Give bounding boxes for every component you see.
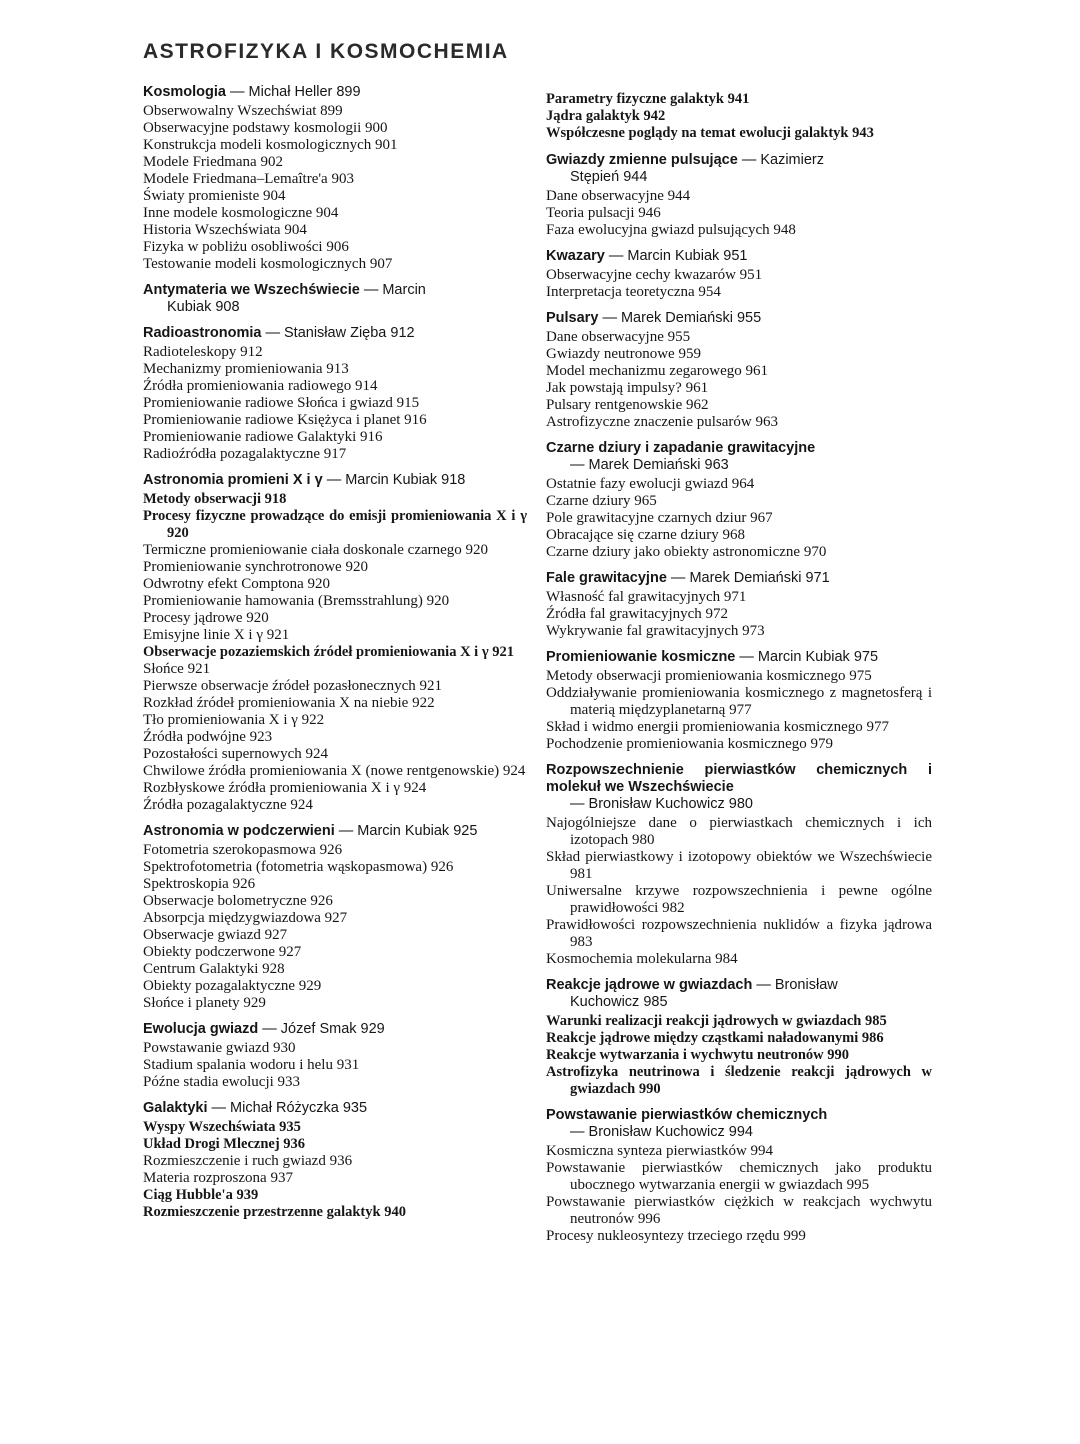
section-title: Astronomia promieni X i γ (143, 472, 323, 488)
toc-entry: Testowanie modeli kosmologicznych 907 (143, 256, 393, 272)
right-column (546, 89, 932, 1254)
toc-entry: Historia Wszechświata 904 (143, 222, 307, 238)
toc-entry: Warunki realizacji reakcji jądrowych w gwiazdach 985 (546, 1013, 887, 1029)
toc-entry: Oddziaływanie promieniowania kosmicznego z magnetosferą i materią międzyplanetarną 977 (546, 685, 932, 718)
toc-entry: Termiczne promieniowanie ciała doskonale czarnego 920 (143, 542, 489, 558)
toc-section (546, 570, 932, 640)
toc-entry: Modele Friedmana 902 (143, 154, 283, 170)
toc-entry: Obracające się czarne dziury 968 (546, 527, 746, 543)
toc-entry: Źródła pozagalaktyczne 924 (143, 797, 313, 813)
toc-entry: Czarne dziury 965 (546, 493, 657, 509)
toc-entry: Pierwsze obserwacje źródeł pozasłonecznych 921 (143, 678, 443, 694)
section-heading (546, 152, 932, 186)
section-entries (143, 103, 527, 273)
toc-entry: Pochodzenie promieniowania kosmicznego 979 (546, 736, 834, 752)
section-title: Pulsary (546, 310, 599, 326)
toc-section (143, 823, 527, 1012)
section-author: — Marcin Kubiak 918 (326, 472, 466, 488)
toc-entry: Centrum Galaktyki 928 (143, 961, 285, 977)
toc-section (546, 248, 932, 301)
section-heading (143, 472, 527, 489)
toc-entry: Ostatnie fazy ewolucji gwiazd 964 (546, 476, 755, 492)
toc-entry: Rozkład źródeł promieniowania X na niebie 922 (143, 695, 435, 711)
toc-entry: Układ Drogi Mlecznej 936 (143, 1136, 306, 1152)
toc-entry: Ciąg Hubble'a 939 (143, 1187, 259, 1203)
toc-entry: Obserwacje bolometryczne 926 (143, 893, 333, 909)
toc-entry: Słońce i planety 929 (143, 995, 266, 1011)
toc-entry: Radioteleskopy 912 (143, 344, 263, 360)
section-entries (546, 1013, 932, 1098)
toc-entry: Chwilowe źródła promieniowania X (nowe rentgenowskie) 924 (143, 763, 526, 779)
toc-entry: Procesy nukleosyntezy trzeciego rzędu 999 (546, 1228, 806, 1244)
toc-entry: Obserwacje pozaziemskich źródeł promieniowania X i γ 921 (143, 644, 514, 660)
section-author: — Józef Smak 929 (262, 1021, 385, 1037)
section-heading (143, 823, 527, 840)
section-author: — Bronisław (756, 977, 838, 993)
section-title: Radioastronomia (143, 325, 262, 341)
toc-section (546, 1107, 932, 1245)
toc-entry: Źródła podwójne 923 (143, 729, 273, 745)
section-author-continued: — Bronisław Kuchowicz 994 (570, 1124, 753, 1140)
section-heading (546, 977, 932, 1011)
toc-entry: Własność fal grawitacyjnych 971 (546, 589, 747, 605)
section-author: — Stanisław Zięba 912 (265, 325, 415, 341)
toc-entry: Modele Friedmana–Lemaître'a 903 (143, 171, 354, 187)
toc-entry: Obiekty pozagalaktyczne 929 (143, 978, 322, 994)
toc-entry: Pole grawitacyjne czarnych dziur 967 (546, 510, 773, 526)
section-title: Kosmologia (143, 84, 226, 100)
toc-entry: Emisyjne linie X i γ 921 (143, 627, 290, 643)
left-column (143, 84, 527, 1230)
section-heading (546, 1107, 932, 1141)
section-author: — Marcin Kubiak 951 (608, 248, 748, 264)
toc-entry: Powstawanie pierwiastków ciężkich w reakcjach wychwytu neutronów 996 (546, 1194, 932, 1227)
toc-entry: Teoria pulsacji 946 (546, 205, 661, 221)
toc-entry: Dane obserwacyjne 944 (546, 188, 691, 204)
section-heading (546, 649, 932, 666)
section-author: — Kazimierz (741, 152, 824, 168)
toc-entry: Materia rozproszona 937 (143, 1170, 293, 1186)
toc-entry: Promieniowanie radiowe Galaktyki 916 (143, 429, 383, 445)
toc-entry: Obserwacyjne podstawy kosmologii 900 (143, 120, 388, 136)
toc-entry: Skład i widmo energii promieniowania kosmicznego 977 (546, 719, 889, 735)
section-heading (143, 1021, 527, 1038)
toc-entry: Źródła promieniowania radiowego 914 (143, 378, 378, 394)
toc-entry: Tło promieniowania X i γ 922 (143, 712, 325, 728)
toc-entry: Spektrofotometria (fotometria wąskopasmowa) 926 (143, 859, 454, 875)
toc-entry: Reakcje wytwarzania i wychwytu neutronów 990 (546, 1047, 849, 1063)
section-author: — Michał Różyczka 935 (211, 1100, 368, 1116)
section-entries (143, 344, 527, 463)
toc-entry: Parametry fizyczne galaktyk 941 (546, 91, 750, 107)
toc-entry: Powstawanie pierwiastków chemicznych jako produktu ubocznego wytwarzania energii w gwiazdach 995 (546, 1160, 932, 1193)
toc-entry: Promieniowanie synchrotronowe 920 (143, 559, 368, 575)
toc-section (143, 1021, 527, 1091)
toc-entry: Faza ewolucyjna gwiazd pulsujących 948 (546, 222, 796, 238)
section-title: Antymateria we Wszechświecie (143, 282, 360, 298)
toc-entry: Wykrywanie fal grawitacyjnych 973 (546, 623, 765, 639)
toc-entry: Inne modele kosmologiczne 904 (143, 205, 339, 221)
toc-entry: Słońce 921 (143, 661, 211, 677)
toc-section (546, 762, 932, 968)
toc-entry: Odwrotny efekt Comptona 920 (143, 576, 331, 592)
section-heading (546, 762, 932, 813)
toc-entry: Gwiazdy neutronowe 959 (546, 346, 701, 362)
section-author: — Marcin (363, 282, 426, 298)
section-entries (546, 476, 932, 561)
section-title: Czarne dziury i zapadanie grawitacyjne (546, 440, 816, 456)
toc-entry: Model mechanizmu zegarowego 961 (546, 363, 769, 379)
toc-entry: Skład pierwiastkowy i izotopowy obiektów we Wszechświecie 981 (546, 849, 932, 882)
section-author: — Marek Demiański 955 (602, 310, 762, 326)
section-entries (143, 491, 527, 814)
section-author-continued: Kubiak 908 (167, 299, 240, 315)
toc-entry: Metody obserwacji 918 (143, 491, 287, 507)
page-title: ASTROFIZYKA I KOSMOCHEMIA (143, 40, 509, 63)
toc-entry: Najogólniejsze dane o pierwiastkach chemicznych i ich izotopach 980 (546, 815, 932, 848)
section-entries (546, 188, 932, 239)
toc-entry: Współczesne poglądy na temat ewolucji galaktyk 943 (546, 125, 874, 141)
section-entries (546, 589, 932, 640)
toc-section (546, 152, 932, 239)
toc-entry: Obiekty podczerwone 927 (143, 944, 302, 960)
section-author-continued: — Marek Demiański 963 (570, 457, 729, 473)
section-title: Powstawanie pierwiastków chemicznych (546, 1107, 828, 1123)
toc-entry: Późne stadia ewolucji 933 (143, 1074, 301, 1090)
toc-entry: Rozmieszczenie i ruch gwiazd 936 (143, 1153, 353, 1169)
section-title: Kwazary (546, 248, 605, 264)
section-heading (546, 248, 932, 265)
toc-section (546, 977, 932, 1098)
section-author-continued: Kuchowicz 985 (570, 994, 668, 1010)
section-entries (143, 1119, 527, 1221)
section-title: Reakcje jądrowe w gwiazdach (546, 977, 753, 993)
toc-entry: Radioźródła pozagalaktyczne 917 (143, 446, 347, 462)
toc-entry: Absorpcja międzygwiazdowa 927 (143, 910, 348, 926)
section-heading (143, 282, 527, 316)
toc-entry: Kosmiczna synteza pierwiastków 994 (546, 1143, 774, 1159)
section-author-continued: Stępień 944 (570, 169, 648, 185)
section-author: — Marcin Kubiak 975 (739, 649, 879, 665)
toc-entry: Promieniowanie radiowe Słońca i gwiazd 915 (143, 395, 420, 411)
toc-entry: Czarne dziury jako obiekty astronomiczne 970 (546, 544, 827, 560)
toc-entry: Jądra galaktyk 942 (546, 108, 666, 124)
section-title: Astronomia w podczerwieni (143, 823, 335, 839)
section-title: Promieniowanie kosmiczne (546, 649, 736, 665)
toc-entry: Obserwacyjne cechy kwazarów 951 (546, 267, 763, 283)
toc-entry: Pulsary rentgenowskie 962 (546, 397, 709, 413)
continued-section-items (546, 91, 932, 142)
toc-section (143, 1100, 527, 1221)
section-title: Gwiazdy zmienne pulsujące (546, 152, 738, 168)
toc-section (143, 282, 527, 316)
toc-entry: Stadium spalania wodoru i helu 931 (143, 1057, 360, 1073)
section-author: — Marcin Kubiak 925 (338, 823, 478, 839)
section-title: Galaktyki (143, 1100, 208, 1116)
toc-entry: Jak powstają impulsy? 961 (546, 380, 709, 396)
toc-entry: Procesy fizyczne prowadzące do emisji promieniowania X i γ 920 (143, 508, 527, 541)
section-entries (546, 1143, 932, 1245)
section-author: — Michał Heller 899 (230, 84, 361, 100)
toc-entry: Prawidłowości rozpowszechnienia nuklidów a fizyka jądrowa 983 (546, 917, 932, 950)
toc-entry: Rozmieszczenie przestrzenne galaktyk 940 (143, 1204, 406, 1220)
toc-entry: Rozbłyskowe źródła promieniowania X i γ 924 (143, 780, 427, 796)
toc-section (546, 649, 932, 753)
section-entries (546, 329, 932, 431)
section-entries (143, 1040, 527, 1091)
toc-entry: Reakcje jądrowe między cząstkami naładowanymi 986 (546, 1030, 884, 1046)
toc-section (143, 472, 527, 814)
section-title: Ewolucja gwiazd (143, 1021, 259, 1037)
toc-entry: Astrofizyczne znaczenie pulsarów 963 (546, 414, 778, 430)
toc-entry: Wyspy Wszechświata 935 (143, 1119, 301, 1135)
section-heading (143, 325, 527, 342)
toc-entry: Promieniowanie radiowe Księżyca i planet 916 (143, 412, 427, 428)
toc-entry: Światy promieniste 904 (143, 188, 286, 204)
toc-entry: Procesy jądrowe 920 (143, 610, 269, 626)
section-heading (143, 1100, 527, 1117)
toc-section (143, 325, 527, 463)
toc-entry: Obserwowalny Wszechświat 899 (143, 103, 343, 119)
toc-entry: Dane obserwacyjne 955 (546, 329, 691, 345)
section-entries (546, 815, 932, 968)
toc-entry: Fizyka w pobliżu osobliwości 906 (143, 239, 349, 255)
toc-entry: Interpretacja teoretyczna 954 (546, 284, 721, 300)
toc-entry: Metody obserwacji promieniowania kosmicznego 975 (546, 668, 872, 684)
toc-entry: Uniwersalne krzywe rozpowszechnienia i pewne ogólne prawidłowości 982 (546, 883, 932, 916)
section-author: — Marek Demiański 971 (670, 570, 830, 586)
section-heading (546, 310, 932, 327)
section-author-continued: — Bronisław Kuchowicz 980 (570, 796, 753, 812)
toc-entry: Spektroskopia 926 (143, 876, 256, 892)
toc-section (143, 84, 527, 273)
toc-entry: Astrofizyka neutrinowa i śledzenie reakcji jądrowych w gwiazdach 990 (546, 1064, 932, 1097)
section-entries (546, 668, 932, 753)
section-heading (143, 84, 527, 101)
toc-entry: Powstawanie gwiazd 930 (143, 1040, 296, 1056)
section-entries (546, 267, 932, 301)
toc-entry: Fotometria szerokopasmowa 926 (143, 842, 343, 858)
toc-entry: Źródła fal grawitacyjnych 972 (546, 606, 729, 622)
section-heading (546, 570, 932, 587)
toc-section (546, 440, 932, 561)
toc-entry: Pozostałości supernowych 924 (143, 746, 328, 762)
section-title: Rozpowszechnienie pierwiastków chemicznych i molekuł we Wszechświecie (546, 762, 932, 795)
section-heading (546, 440, 932, 474)
section-title: Fale grawitacyjne (546, 570, 667, 586)
section-entries (143, 842, 527, 1012)
toc-entry: Promieniowanie hamowania (Bremsstrahlung) 920 (143, 593, 450, 609)
toc-entry: Mechanizmy promieniowania 913 (143, 361, 349, 377)
toc-entry: Kosmochemia molekularna 984 (546, 951, 738, 967)
toc-section (546, 310, 932, 431)
toc-entry: Obserwacje gwiazd 927 (143, 927, 288, 943)
toc-entry: Konstrukcja modeli kosmologicznych 901 (143, 137, 398, 153)
